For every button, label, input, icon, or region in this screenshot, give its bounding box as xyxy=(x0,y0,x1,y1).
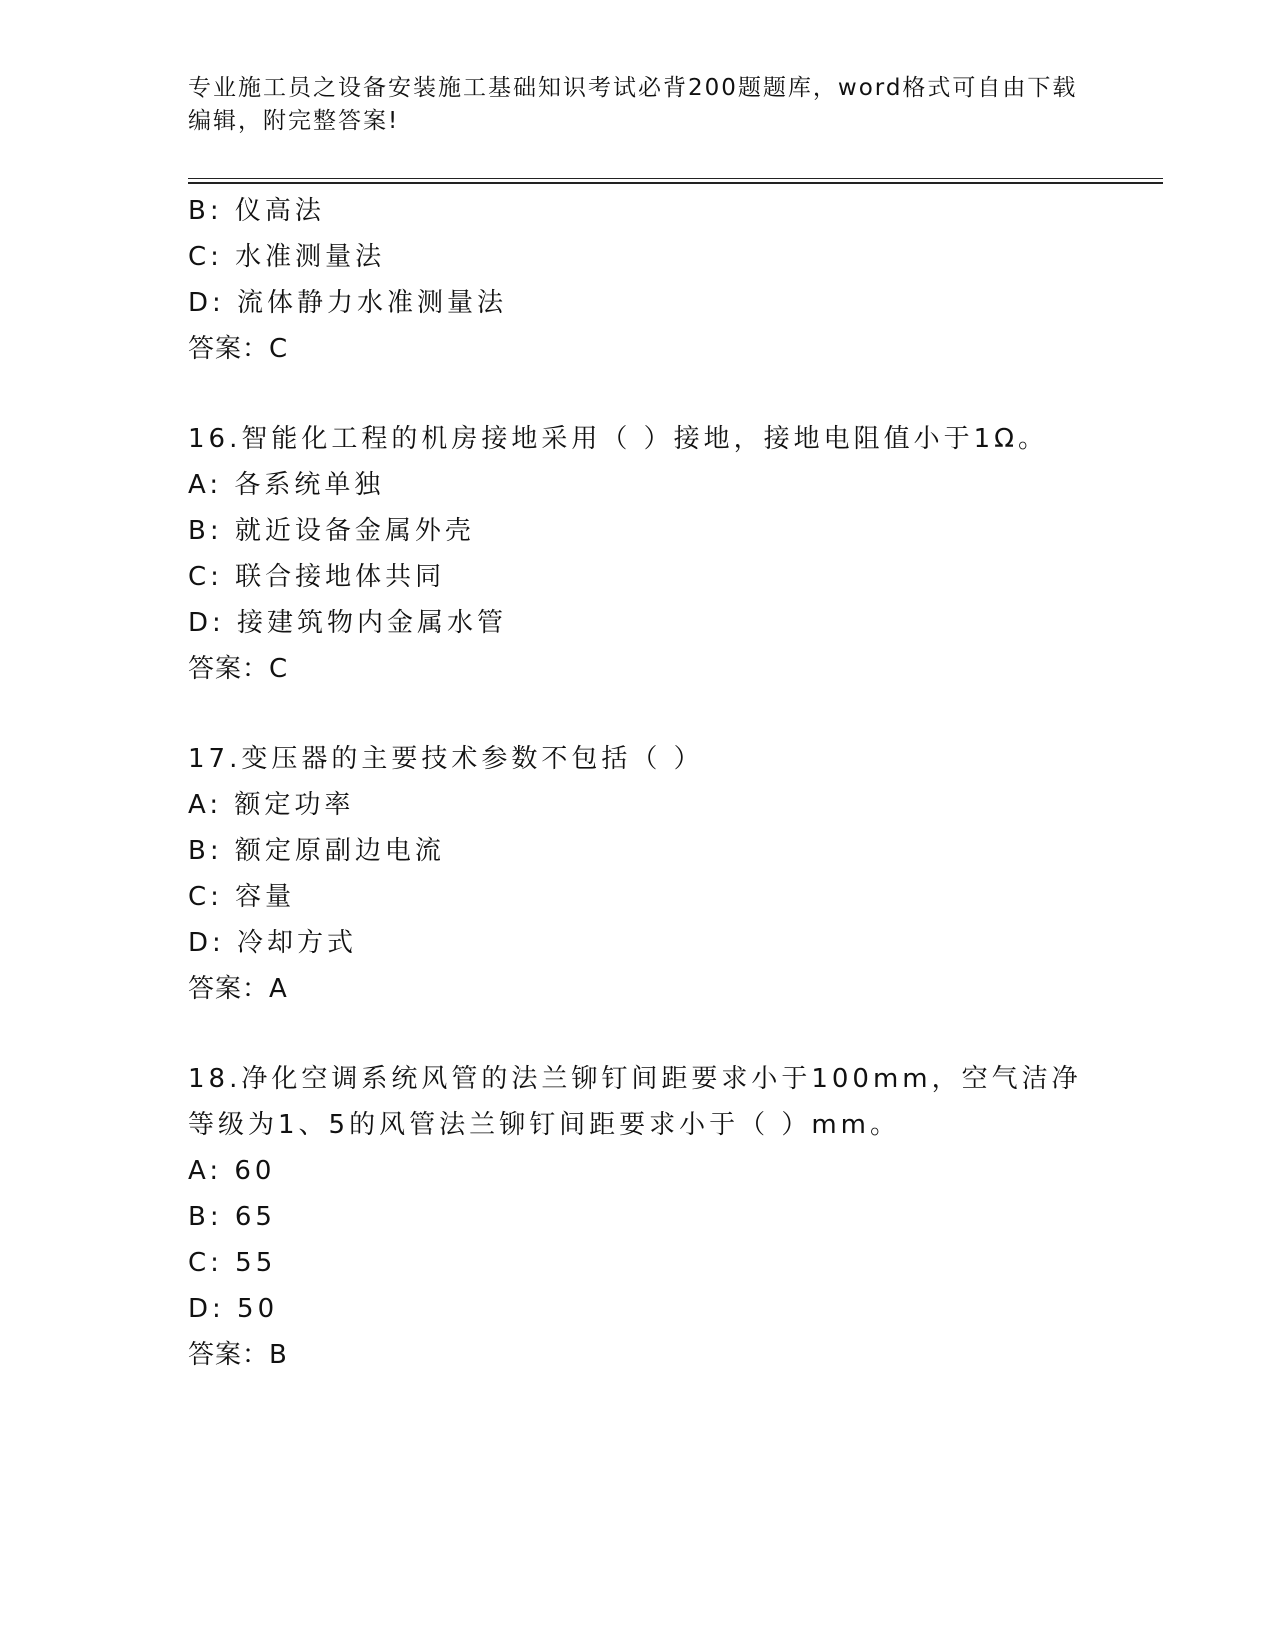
option-c: C: 容量 xyxy=(188,882,296,912)
option-a: A: 60 xyxy=(188,1156,276,1186)
option-a: A: 各系统单独 xyxy=(188,470,385,500)
option-b: B: 仪高法 xyxy=(188,196,325,226)
question-stem: 17.变压器的主要技术参数不包括（ ） xyxy=(188,744,704,774)
option-c: C: 联合接地体共同 xyxy=(188,562,446,592)
document-header xyxy=(188,72,1088,138)
option-d: D: 冷却方式 xyxy=(188,928,358,958)
answer-line: 答案：C xyxy=(188,334,289,364)
option-d: D: 流体静力水准测量法 xyxy=(188,288,508,318)
question-stem: 16.智能化工程的机房接地采用（ ）接地，接地电阻值小于1Ω。 xyxy=(188,424,1049,454)
question-18 xyxy=(188,1056,1088,1378)
question-list xyxy=(188,188,1088,1378)
spacer xyxy=(188,692,1088,736)
question-17 xyxy=(188,736,1088,1012)
header-rule-thick xyxy=(188,182,1163,184)
partial-question xyxy=(188,188,1088,372)
question-16 xyxy=(188,416,1088,692)
spacer xyxy=(188,1012,1088,1056)
question-stem: 18.净化空调系统风管的法兰铆钉间距要求小于100mm，空气洁净等级为1、5的风管法兰铆钉间距要求小于（ ）mm。 xyxy=(188,1064,1082,1140)
option-c: C: 水准测量法 xyxy=(188,242,386,272)
option-b: B: 就近设备金属外壳 xyxy=(188,516,475,546)
header-rule-thin xyxy=(188,178,1163,179)
answer-line: 答案：B xyxy=(188,1340,288,1370)
answer-line: 答案：C xyxy=(188,654,289,684)
option-a: A: 额定功率 xyxy=(188,790,355,820)
option-b: B: 额定原副边电流 xyxy=(188,836,445,866)
option-b: B: 65 xyxy=(188,1202,276,1232)
spacer xyxy=(188,372,1088,416)
option-d: D: 接建筑物内金属水管 xyxy=(188,608,508,638)
option-c: C: 55 xyxy=(188,1248,277,1278)
answer-line: 答案：A xyxy=(188,974,288,1004)
document-title: 专业施工员之设备安装施工基础知识考试必背200题题库，word格式可自由下载编辑，附完整答案! xyxy=(188,75,1078,134)
option-d: D: 50 xyxy=(188,1294,279,1324)
